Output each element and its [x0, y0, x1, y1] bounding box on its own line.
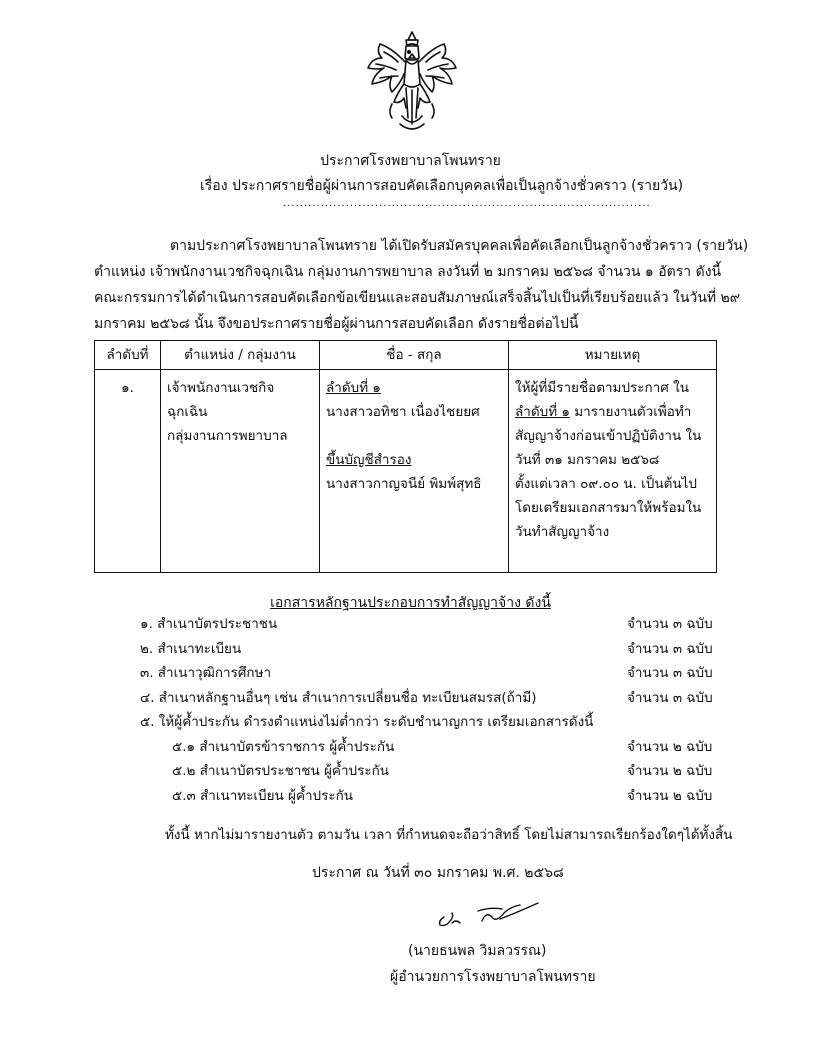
document-count: จำนวน ๓ ฉบับ	[627, 640, 713, 657]
rank-name: นางสาวอทิชา เนื่องไชยยศ	[326, 404, 480, 420]
reserve-name: นางสาวกาญจนีย์ พิมพ์สุทธิ	[326, 476, 482, 492]
remark-rank: ลำดับที่ ๑	[515, 404, 570, 420]
announcement-subject: เรื่อง ประกาศรายชื่อผู้ผ่านการสอบคัดเลือกบุคคลเพื่อเป็นลูกจ้างชั่วคราว (รายวัน)	[200, 178, 684, 194]
document-text: ๓. สำเนาวุฒิการศึกษา	[140, 665, 272, 681]
cell-position	[161, 370, 320, 573]
remark-line: วันทำสัญญาจ้าง	[515, 524, 610, 540]
documents-list	[140, 612, 730, 808]
remark-line: วันที่ ๓๑ มกราคม ๒๕๖๘	[515, 452, 660, 468]
closing-statement: ทั้งนี้ หากไม่มารายงานตัว ตามวัน เวลา ที่กำหนดจะถือว่าสิทธิ์ โดยไม่สามารถเรียกร้องใดๆได้ทั้งสิ้น	[165, 827, 733, 843]
intro-line: คณะกรรมการได้ดำเนินการสอบคัดเลือกข้อเขียนและสอบสัมภาษณ์เสร็จสิ้นไปเป็นที่เรียบร้อยแล้ว ในวันที่ ๒๙	[94, 290, 741, 306]
col-header-remark: หมายเหตุ	[509, 341, 717, 370]
document-count: จำนวน ๒ ฉบับ	[627, 787, 713, 804]
list-item	[140, 759, 730, 784]
document-text: ๑. สำเนาบัตรประชาชน	[140, 616, 278, 632]
document-count: จำนวน ๓ ฉบับ	[627, 616, 713, 632]
intro-line: ตามประกาศโรงพยาบาลโพนทราย ได้เปิดรับสมัครบุคคลเพื่อคัดเลือกเป็นลูกจ้างชั่วคราว (รายวัน)	[170, 238, 749, 254]
position-title: เจ้าพนักงานเวชกิจฉุกเฉิน	[167, 380, 275, 420]
list-item	[140, 661, 730, 686]
intro-line: ตำแหน่ง เจ้าพนักงานเวชกิจฉุกเฉิน กลุ่มงานการพยาบาล ลงวันที่ ๒ มกราคม ๒๕๖๘ จำนวน ๑ อัตรา ดังนี้	[94, 264, 722, 280]
cell-name	[320, 370, 509, 573]
handwritten-signature-icon	[430, 897, 545, 929]
reserve-label: ขึ้นบัญชีสำรอง	[326, 452, 412, 468]
document-count: จำนวน ๓ ฉบับ	[627, 689, 713, 706]
announcement-title: ประกาศโรงพยาบาลโพนทราย	[320, 153, 501, 169]
document-count: จำนวน ๓ ฉบับ	[627, 665, 713, 681]
list-item	[140, 784, 730, 809]
remark-line	[515, 400, 710, 424]
col-header-name: ชื่อ - สกุล	[320, 341, 509, 370]
list-item	[140, 735, 730, 760]
col-header-order: ลำดับที่	[95, 341, 161, 370]
remark-line: ให้ผู้ที่มีรายชื่อตามประกาศ ใน	[515, 380, 689, 396]
remark-line: ตั้งแต่เวลา ๐๙.๐๐ น. เป็นต้นไป	[515, 476, 697, 492]
position-group: กลุ่มงานการพยาบาล	[167, 428, 288, 444]
document-count: จำนวน ๒ ฉบับ	[627, 763, 713, 779]
table-row	[95, 370, 717, 573]
documents-heading: เอกสารหลักฐานประกอบการทำสัญญาจ้าง ดังนี้	[270, 595, 551, 611]
document-text: ๕.๑ สำเนาบัตรข้าราชการ ผู้ค้ำประกัน	[172, 738, 395, 755]
dotted-divider: ........................................................................................	[283, 198, 651, 209]
document-text: ๕.๓ สำเนาทะเบียน ผู้ค้ำประกัน	[172, 787, 354, 804]
signer-position: ผู้อำนวยการโรงพยาบาลโพนทราย	[390, 969, 596, 985]
list-item	[140, 686, 730, 711]
table-header-row	[95, 341, 717, 370]
list-item	[140, 637, 730, 662]
signer-name: (นายธนพล วิมลวรรณ)	[408, 943, 547, 959]
remark-text: มารายงานตัวเพื่อทำ	[569, 404, 692, 420]
rank-label: ลำดับที่ ๑	[326, 380, 381, 396]
col-header-position: ตำแหน่ง / กลุ่มงาน	[161, 341, 320, 370]
list-item	[140, 710, 730, 735]
document-text: ๕. ให้ผู้ค้ำประกัน ดำรงตำแหน่งไม่ต่ำกว่า ระดับชำนาญการ เตรียมเอกสารดังนี้	[140, 714, 594, 730]
garuda-emblem-icon	[362, 28, 462, 138]
cell-remark	[509, 370, 717, 573]
remark-line: โดยเตรียมเอกสารมาให้พร้อมใน	[515, 500, 702, 516]
intro-line: มกราคม ๒๕๖๘ นั้น จึงขอประกาศรายชื่อผู้ผ่านการสอบคัดเลือก ดังรายชื่อต่อไปนี้	[94, 316, 579, 332]
document-text: ๒. สำเนาทะเบียน	[140, 640, 242, 657]
document-text: ๕.๒ สำเนาบัตรประชาชน ผู้ค้ำประกัน	[172, 763, 390, 779]
document-count: จำนวน ๒ ฉบับ	[627, 738, 713, 755]
announcement-date: ประกาศ ณ วันที่ ๓๐ มกราคม พ.ศ. ๒๕๖๘	[312, 865, 564, 881]
intro-paragraph	[94, 233, 749, 337]
remark-line: สัญญาจ้างก่อนเข้าปฏิบัติงาน ใน	[515, 428, 702, 444]
results-table	[94, 340, 717, 573]
list-item	[140, 612, 730, 637]
cell-order: ๑.	[95, 370, 161, 573]
document-text: ๔. สำเนาหลักฐานอื่นๆ เช่น สำเนาการเปลี่ยนชื่อ ทะเบียนสมรส(ถ้ามี)	[140, 689, 537, 706]
